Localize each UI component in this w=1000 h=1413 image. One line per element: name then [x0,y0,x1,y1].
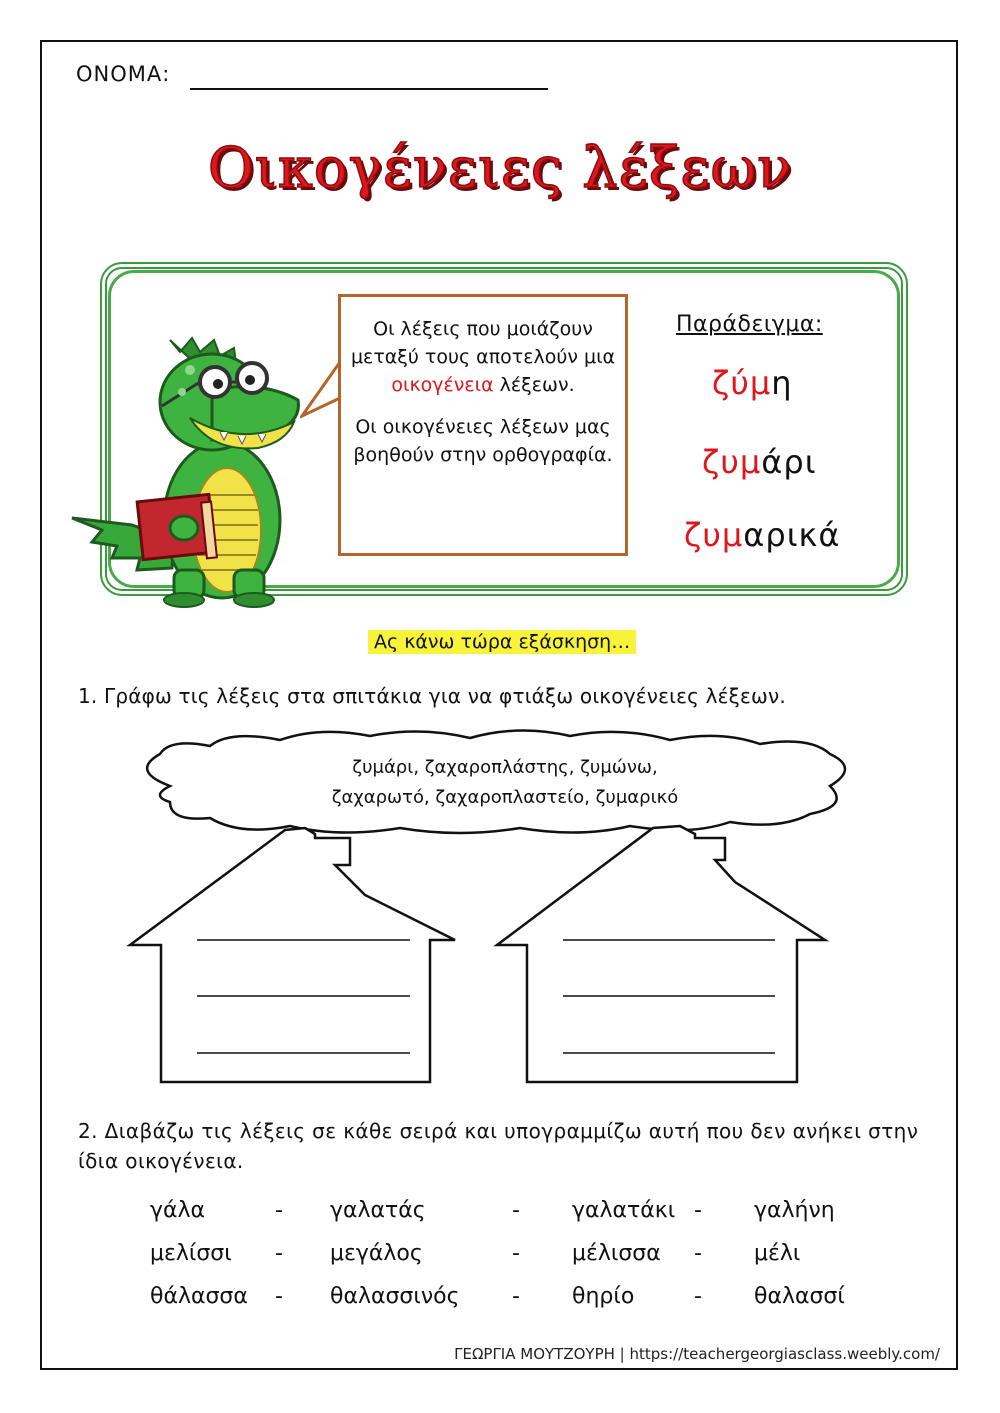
word-cell[interactable]: γαλήνη [754,1198,835,1223]
word-cell[interactable]: θηρίο [572,1284,635,1309]
separator: - [512,1241,520,1266]
word-cell[interactable]: γαλατάς [330,1198,426,1223]
word-cell[interactable]: μέλισσα [572,1241,661,1266]
word-cell[interactable]: θαλασσινός [330,1284,460,1309]
exercise2-prompt: 2. Διαβάζω τις λέξεις σε κάθε σειρά και υπογραμμίζω αυτή που δεν ανήκει στην ίδια οικογένεια. [78,1119,919,1173]
houses-diagram [125,820,885,1090]
speech-paragraph-1 [341,315,625,399]
example-stem: ζύμ [712,364,772,402]
word-cell[interactable]: θάλασσα [150,1284,248,1309]
example-stem: ζυμ [702,443,762,481]
crocodile-mascot-icon [62,330,312,610]
separator: - [512,1198,520,1223]
example-word-1 [712,364,793,402]
speech-tail-icon [300,360,342,420]
word-cell[interactable]: μεγάλος [330,1241,423,1266]
word-cell[interactable]: γάλα [150,1198,206,1223]
house-left [130,828,455,1082]
example-title: Παράδειγμα: [676,312,823,337]
name-input-line[interactable] [190,88,548,90]
example-word-2 [702,443,817,481]
speech-text-1a: Οι λέξεις που μοιάζουν μεταξύ τους αποτελούν μια [350,318,616,368]
separator: - [275,1241,283,1266]
word-cell[interactable]: γαλατάκι [572,1198,676,1223]
word-cell[interactable]: μελίσσι [150,1241,232,1266]
practice-label: Ας κάνω τώρα εξάσκηση… [368,630,636,654]
page-title: Οικογένειες λέξεων [207,136,793,201]
cloud-line-2: ζαχαρωτό, ζαχαροπλαστείο, ζυμαρικό [331,787,679,808]
exercise1-prompt: 1. Γράφω τις λέξεις στα σπιτάκια για να φτιάξω οικογένειες λέξεων. [78,684,786,708]
name-label: ΟΝΟΜΑ: [76,62,171,86]
separator: - [275,1198,283,1223]
house-right [497,826,825,1082]
word-cell[interactable]: θαλασσί [754,1284,845,1309]
speech-highlight-word: οικογένεια [391,374,494,396]
separator: - [694,1198,702,1223]
separator: - [512,1284,520,1309]
word-cell[interactable]: μέλι [754,1241,801,1266]
example-stem: ζυμ [684,516,744,554]
example-ending: άρι [761,443,817,481]
example-word-3 [684,516,840,554]
separator: - [275,1284,283,1309]
separator: - [694,1241,702,1266]
example-ending: η [771,364,793,402]
separator: - [694,1284,702,1309]
speech-bubble [338,294,628,556]
speech-text-1b: λέξεων. [493,374,575,396]
cloud-line-1: ζυμάρι, ζαχαροπλάστης, ζυμώνω, [352,757,658,778]
example-ending: αρικά [743,516,841,554]
word-cloud [250,753,760,813]
speech-paragraph-2: Οι οικογένειες λέξεων μας βοηθούν στην ορθογραφία. [353,416,613,466]
footer-credit: ΓΕΩΡΓΙΑ ΜΟΥΤΖΟΥΡΗ | https://teachergeorgiasclass.weebly.com/ [454,1345,940,1363]
